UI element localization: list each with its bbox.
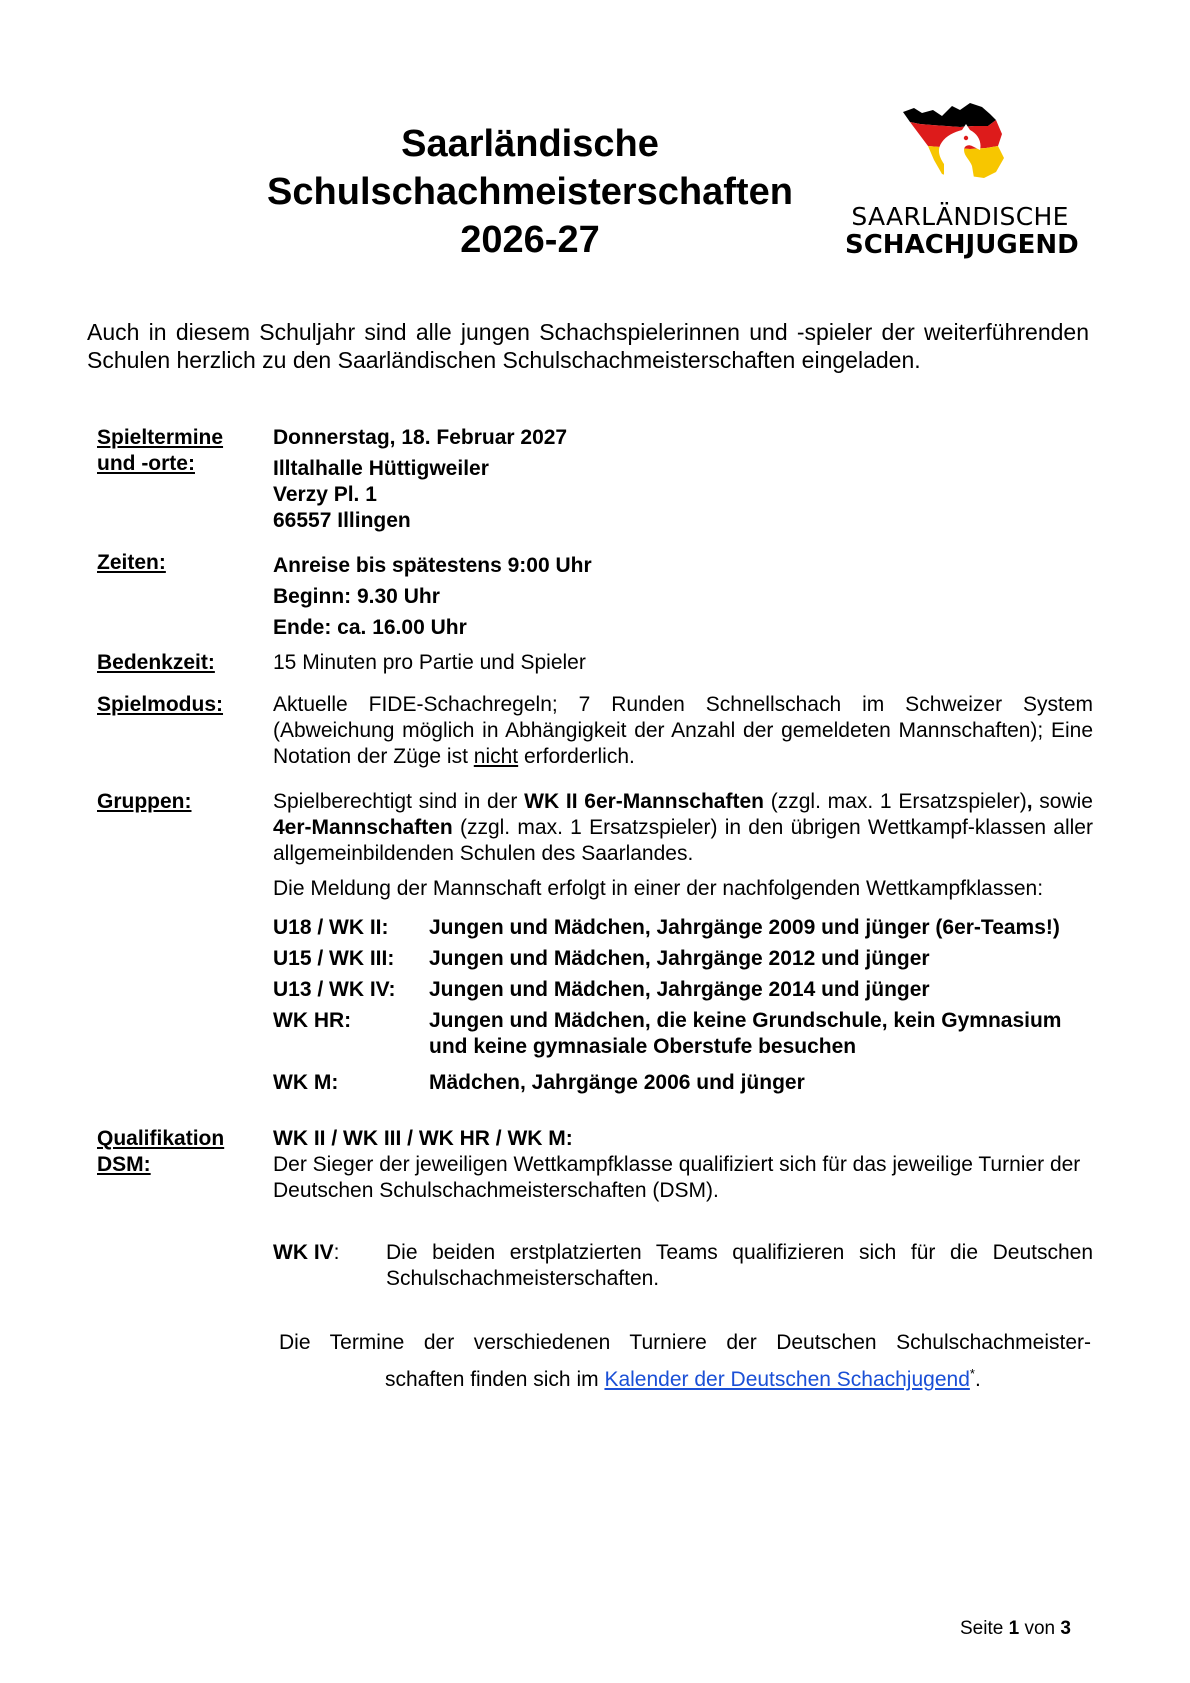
gruppen-paragraph-2: Die Meldung der Mannschaft erfolgt in einer der nachfolgenden Wettkampfklassen:: [273, 877, 1044, 900]
spieltermine-value: [273, 425, 1093, 534]
qualifikation-heading: WK II / WK III / WK HR / WK M:: [273, 1127, 573, 1150]
knight-map-logo-icon: [900, 100, 1010, 180]
spielmodus-label: Spielmodus:: [97, 693, 224, 716]
termine-period: .: [974, 1368, 981, 1391]
gruppen-text-wk2: WK II 6er-Mannschaften: [524, 790, 764, 813]
spieltermine-label: [97, 425, 223, 477]
qualifikation-label-line-2: DSM:: [97, 1153, 151, 1176]
gruppen-text-g: (zzgl. max. 1 Ersatzspieler) in den übrigen Wettkampf-klassen aller allgemeinbildenden Schulen des Saarlandes.: [273, 816, 1093, 865]
gruppen-text-c: (zzgl. max. 1 Ersatzspieler): [770, 790, 1027, 813]
title-line-3: 2026-27: [460, 219, 600, 261]
wk-code: U18 / WK II:: [273, 916, 389, 939]
gruppen-paragraph-1: [273, 789, 1093, 867]
dsj-calendar-link[interactable]: Kalender der Deutschen Schachjugend: [604, 1368, 970, 1391]
qualifikation-label-line-1: Qualifikation: [97, 1127, 225, 1150]
wk-desc: Jungen und Mädchen, Jahrgänge 2012 und jünger: [429, 947, 930, 970]
event-date: Donnerstag, 18. Februar 2027: [273, 426, 568, 449]
wk-code: U13 / WK IV:: [273, 978, 396, 1001]
wk-desc: Jungen und Mädchen, die keine Grundschule, kein Gymnasium und keine gymnasiale Oberstufe besuchen: [429, 1009, 1062, 1058]
wk-desc: Mädchen, Jahrgänge 2006 und jünger: [429, 1071, 805, 1094]
bedenkzeit-value: 15 Minuten pro Partie und Spieler: [273, 651, 586, 674]
event-city: 66557 Illingen: [273, 509, 411, 532]
qualifikation-value: [273, 1126, 1093, 1204]
gruppen-label: Gruppen:: [97, 790, 192, 813]
footer-von: von: [1024, 1618, 1056, 1639]
logo-wordmark: [845, 202, 1079, 260]
gruppen-text-comma: ,: [1026, 790, 1033, 813]
spielmodus-underlined: nicht: [473, 745, 519, 768]
zeiten-anreise: Anreise bis spätestens 9:00 Uhr: [273, 554, 592, 577]
zeiten-beginn: Beginn: 9.30 Uhr: [273, 585, 440, 608]
qualifikation-label: [97, 1126, 224, 1178]
termine-line-1: Die Termine der verschiedenen Turniere der Deutschen Schulschachmeister-: [279, 1331, 1091, 1354]
spieltermine-label-line-1: Spieltermine: [97, 426, 224, 449]
intro-paragraph: Auch in diesem Schuljahr sind alle jungen Schachspielerinnen und -spieler der weiterführenden Schulen herzlich zu den Saarländischen Schulschachmeisterschaften eingeladen.: [87, 319, 1089, 373]
footer-seite: Seite: [960, 1618, 1004, 1639]
zeiten-value: [273, 550, 1093, 643]
wk4-label-text: WK IV: [273, 1241, 334, 1264]
page-number: [960, 1618, 1071, 1640]
saarlaendische-schachjugend-logo: [845, 100, 1085, 260]
zeiten-ende: Ende: ca. 16.00 Uhr: [273, 616, 467, 639]
spielmodus-text-1: Aktuelle FIDE-Schachregeln; 7 Runden Schnellschach im Schweizer System (Abweichung möglich in Abhängigkeit der Anzahl der gemeldeten Mannschaften); Eine Notation der Züge ist: [273, 693, 1093, 768]
gruppen-text-a: Spielberechtigt sind in der: [273, 790, 518, 813]
gruppen-text-e: sowie: [1039, 790, 1093, 813]
page-title: [230, 120, 830, 264]
termine-paragraph: [279, 1327, 1091, 1395]
wk-code: WK HR:: [273, 1009, 352, 1032]
event-venue: Illtalhalle Hüttigweiler: [273, 457, 489, 480]
footnote-marker: *: [969, 1366, 975, 1381]
title-line-1: Saarländische: [401, 123, 659, 165]
wk-code: WK M:: [273, 1071, 339, 1094]
footer-current-page: 1: [1008, 1618, 1020, 1639]
termine-line-2-text: schaften finden sich im: [385, 1368, 599, 1391]
logo-text-line-2: SCHACHJUGEND: [845, 230, 1079, 260]
spielmodus-text-2: erforderlich.: [523, 745, 635, 768]
zeiten-label: Zeiten:: [97, 551, 166, 574]
qualifikation-text: Der Sieger der jeweiligen Wettkampfklasse qualifiziert sich für das jeweilige Turnier der Deutschen Schulschachmeisterschaften (DSM).: [273, 1153, 1081, 1202]
bedenkzeit-label: Bedenkzeit:: [97, 651, 215, 674]
wk4-label: [273, 1240, 340, 1266]
wk4-text: Die beiden erstplatzierten Teams qualifizieren sich für die Deutschen Schulschachmeisterschaften.: [386, 1241, 1093, 1290]
wk-code: U15 / WK III:: [273, 947, 395, 970]
event-street: Verzy Pl. 1: [273, 483, 377, 506]
spieltermine-label-line-2: und -orte:: [97, 452, 195, 475]
termine-line-2: [279, 1358, 1091, 1395]
logo-text-line-1: SAARLÄNDISCHE: [851, 202, 1069, 231]
gruppen-text-4er: 4er-Mannschaften: [273, 816, 453, 839]
wk-desc: Jungen und Mädchen, Jahrgänge 2014 und jünger: [429, 978, 930, 1001]
wk-desc: Jungen und Mädchen, Jahrgänge 2009 und jünger (6er-Teams!): [429, 916, 1060, 939]
footer-total-pages: 3: [1060, 1618, 1071, 1639]
title-line-2: Schulschachmeisterschaften: [267, 171, 793, 213]
spielmodus-value: [273, 692, 1093, 770]
wk4-colon: :: [333, 1241, 340, 1264]
